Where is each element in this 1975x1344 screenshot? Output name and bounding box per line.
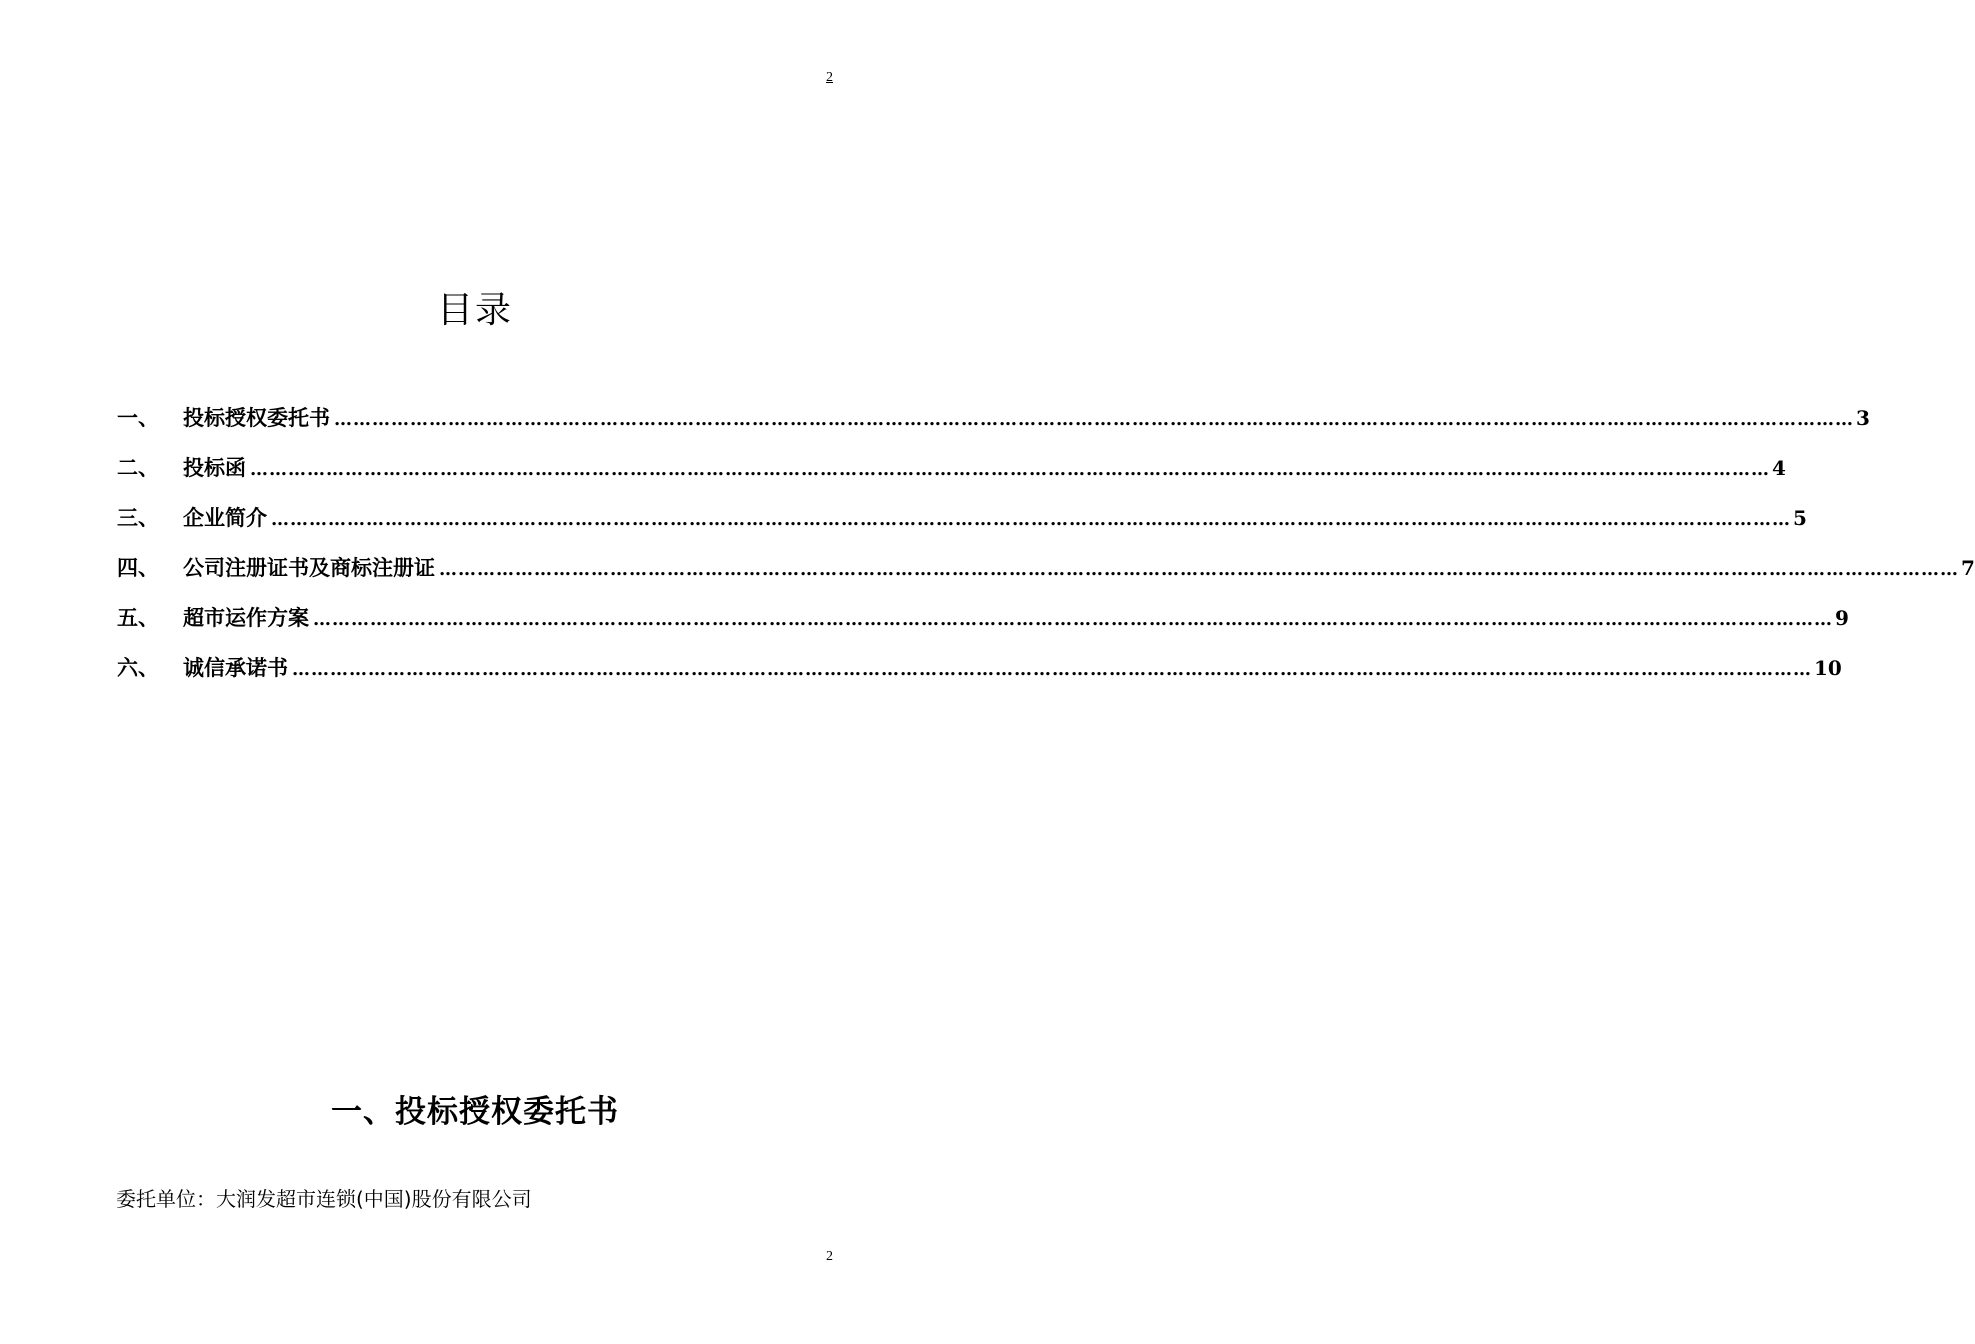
toc-leader-dots: …………………………………………………………………………………………………………………………………………………………………………………………………………………… — [439, 559, 1959, 580]
toc-entry-label: 投标函 — [183, 456, 246, 480]
toc-entry-number: 六、 — [117, 656, 159, 680]
toc-entry[interactable] — [117, 402, 1870, 452]
toc-entry[interactable] — [117, 502, 1807, 552]
toc-entry-page: 7 — [1961, 556, 1975, 580]
toc-leader-dots: …………………………………………………………………………………………………………………………………………………………………………………………………………………… — [271, 509, 1791, 530]
toc-title: 目录 — [436, 290, 513, 332]
toc-entry[interactable] — [117, 652, 1842, 702]
footer-page-number: 2 — [826, 1249, 833, 1264]
toc-entry-label: 投标授权委托书 — [183, 406, 330, 430]
toc-entry-number: 一、 — [117, 406, 159, 430]
section-title: 一、投标授权委托书 — [331, 1093, 619, 1130]
toc-entry-number: 四、 — [117, 556, 159, 580]
toc-entry-label: 诚信承诺书 — [183, 656, 288, 680]
table-of-contents — [117, 402, 1975, 702]
header-page-number: 2 — [826, 70, 833, 85]
toc-entry-page: 3 — [1856, 406, 1870, 430]
toc-entry-label: 超市运作方案 — [183, 606, 309, 630]
toc-leader-dots: …………………………………………………………………………………………………………………………………………………………………………………………………………………… — [313, 609, 1833, 630]
client-line: 委托单位：大润发超市连锁(中国)股份有限公司 — [116, 1187, 532, 1211]
toc-entry-page: 9 — [1835, 606, 1849, 630]
toc-entry-number: 二、 — [117, 456, 159, 480]
toc-entry-page: 5 — [1793, 506, 1807, 530]
toc-leader-dots: …………………………………………………………………………………………………………………………………………………………………………………………………………………… — [334, 409, 1854, 430]
toc-leader-dots: …………………………………………………………………………………………………………………………………………………………………………………………………………………… — [250, 459, 1770, 480]
toc-entry[interactable] — [117, 552, 1975, 602]
toc-entry[interactable] — [117, 602, 1849, 652]
toc-entry-page: 4 — [1772, 456, 1786, 480]
toc-entry-number: 三、 — [117, 506, 159, 530]
toc-entry-label: 企业简介 — [183, 506, 267, 530]
toc-entry-label: 公司注册证书及商标注册证 — [183, 556, 435, 580]
toc-entry-number: 五、 — [117, 606, 159, 630]
toc-entry[interactable] — [117, 452, 1786, 502]
toc-leader-dots: …………………………………………………………………………………………………………………………………………………………………………………………………………………… — [292, 659, 1812, 680]
toc-entry-page: 10 — [1814, 656, 1842, 680]
